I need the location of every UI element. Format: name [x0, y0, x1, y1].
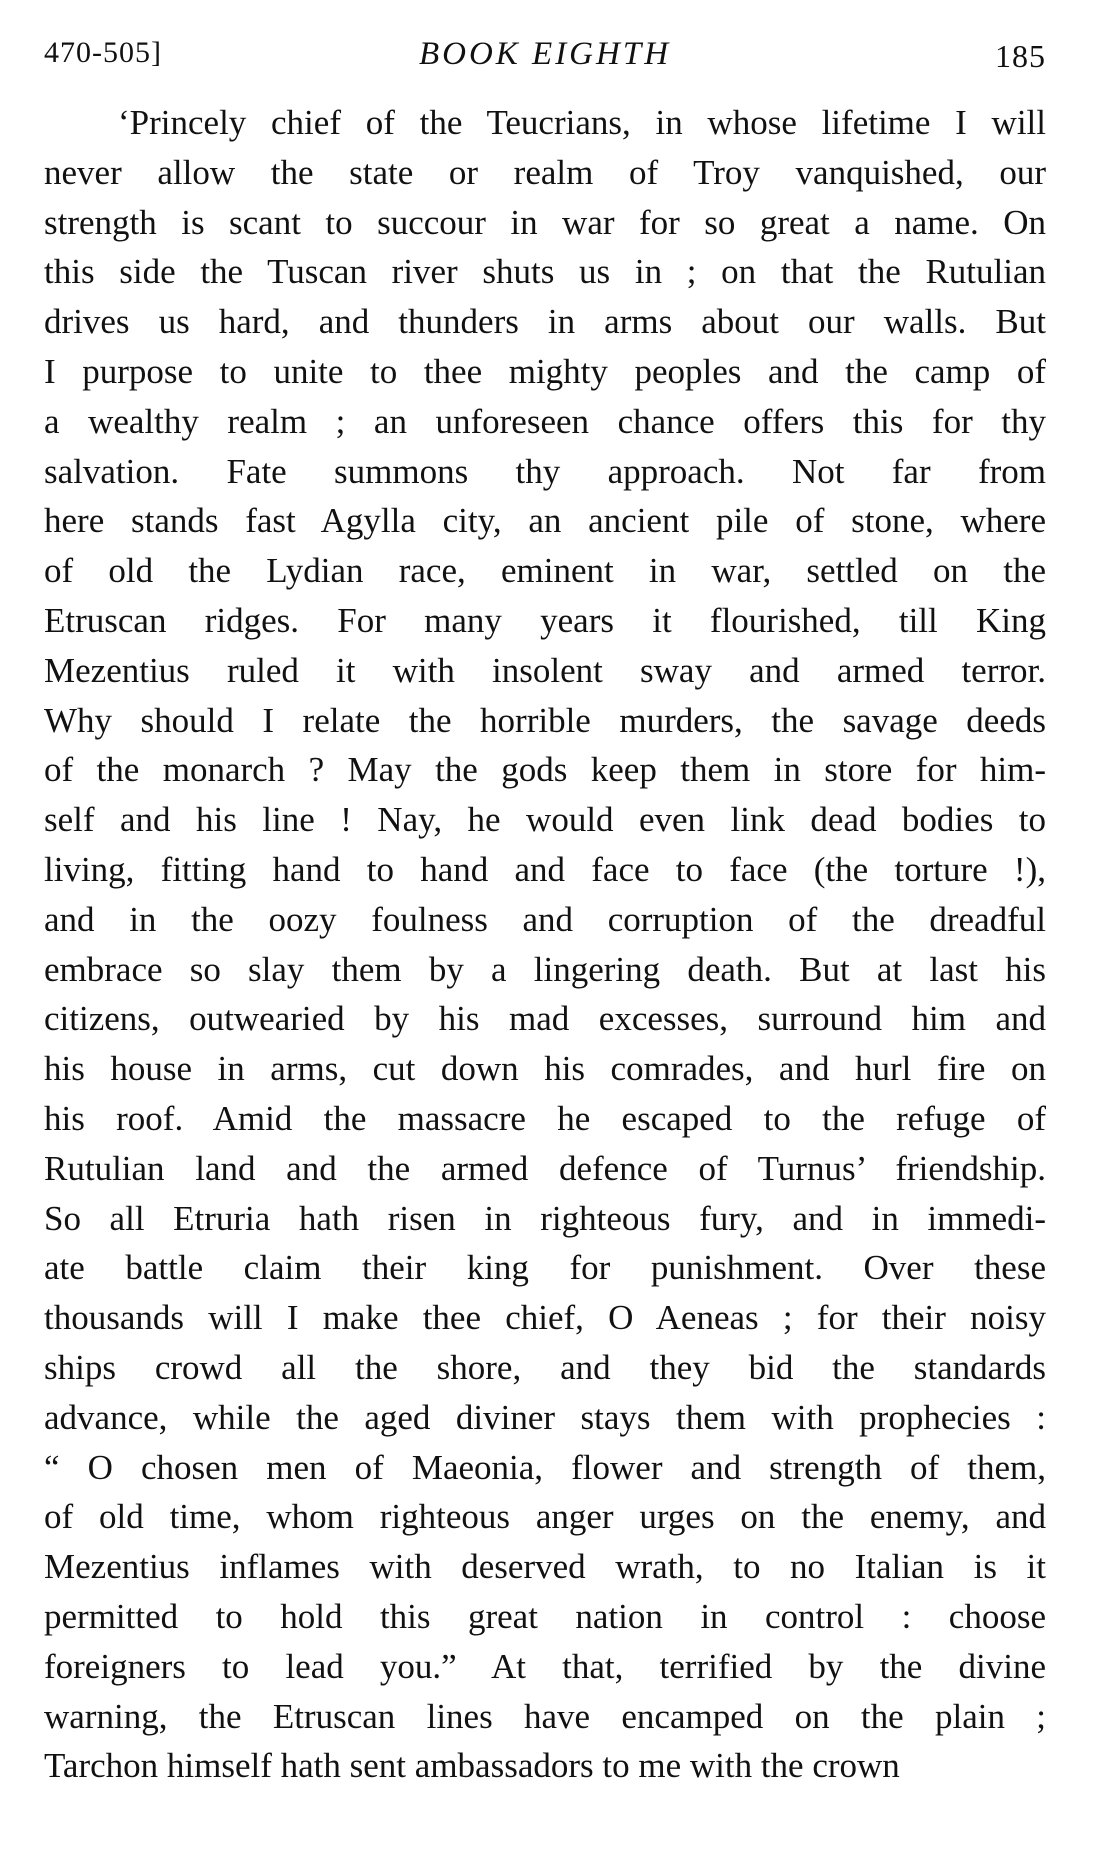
text-line: Tarchon himself hath sent ambassadors to me with the crown [44, 1746, 900, 1786]
page-number: 185 [995, 38, 1046, 74]
text-line: his house in arms, cut down his comrades, and hurl fire on [44, 1049, 1046, 1089]
text-line: thousands will I make thee chief, O Aeneas ; for their noisy [44, 1298, 1046, 1338]
text-line: self and his line ! Nay, he would even link dead bodies to [44, 800, 1046, 840]
text-line: living, fitting hand to hand and face to face (the torture !), [44, 849, 1046, 889]
text-line: Why should I relate the horrible murders, the savage deeds [44, 700, 1046, 740]
body-text [44, 98, 1046, 1791]
text-line: Etruscan ridges. For many years it flourished, till King [44, 600, 1046, 640]
text-line: drives us hard, and thunders in arms about our walls. But [44, 302, 1046, 342]
text-line: of the monarch ? May the gods keep them in store for him- [44, 750, 1046, 790]
text-line: this side the Tuscan river shuts us in ; on that the Rutulian [44, 252, 1046, 292]
text-line: salvation. Fate summons thy approach. Not far from [44, 451, 1046, 491]
text-line: advance, while the aged diviner stays them with prophecies : [44, 1397, 1046, 1437]
text-line: Mezentius ruled it with insolent sway and armed terror. [44, 650, 1046, 690]
text-line: warning, the Etruscan lines have encamped on the plain ; [44, 1696, 1046, 1736]
text-line: ‘Princely chief of the Teucrians, in whose lifetime I will [118, 103, 1046, 142]
text-line: permitted to hold this great nation in control : choose [44, 1596, 1046, 1636]
book-title: BOOK EIGHTH [418, 36, 672, 72]
text-line: of old the Lydian race, eminent in war, settled on the [44, 551, 1046, 591]
text-line: of old time, whom righteous anger urges on the enemy, and [44, 1497, 1046, 1537]
text-line: ate battle claim their king for punishment. Over these [44, 1248, 1046, 1288]
text-line: embrace so slay them by a lingering death. But at last his [44, 949, 1046, 989]
text-line: ships crowd all the shore, and they bid the standards [44, 1347, 1046, 1387]
text-line: his roof. Amid the massacre he escaped to the refuge of [44, 1098, 1046, 1138]
text-line: and in the oozy foulness and corruption of the dreadful [44, 899, 1046, 939]
text-line: never allow the state or realm of Troy vanquished, our [44, 152, 1046, 192]
text-line: citizens, outwearied by his mad excesses, surround him and [44, 999, 1046, 1039]
text-line: a wealthy realm ; an unforeseen chance offers this for thy [44, 401, 1046, 441]
text-line: I purpose to unite to thee mighty peoples and the camp of [44, 351, 1046, 391]
running-head [44, 36, 1046, 80]
text-line: here stands fast Agylla city, an ancient pile of stone, where [44, 501, 1046, 541]
text-line: Rutulian land and the armed defence of Turnus’ friendship. [44, 1148, 1046, 1188]
text-line: Mezentius inflames with deserved wrath, to no Italian is it [44, 1547, 1046, 1587]
text-line: strength is scant to succour in war for so great a name. On [44, 202, 1046, 242]
line-range: 470-505] [44, 36, 162, 69]
text-line: So all Etruria hath risen in righteous fury, and in immedi- [44, 1198, 1046, 1238]
text-line: “ O chosen men of Maeonia, flower and strength of them, [44, 1447, 1046, 1487]
text-line: foreigners to lead you.” At that, terrified by the divine [44, 1646, 1046, 1686]
